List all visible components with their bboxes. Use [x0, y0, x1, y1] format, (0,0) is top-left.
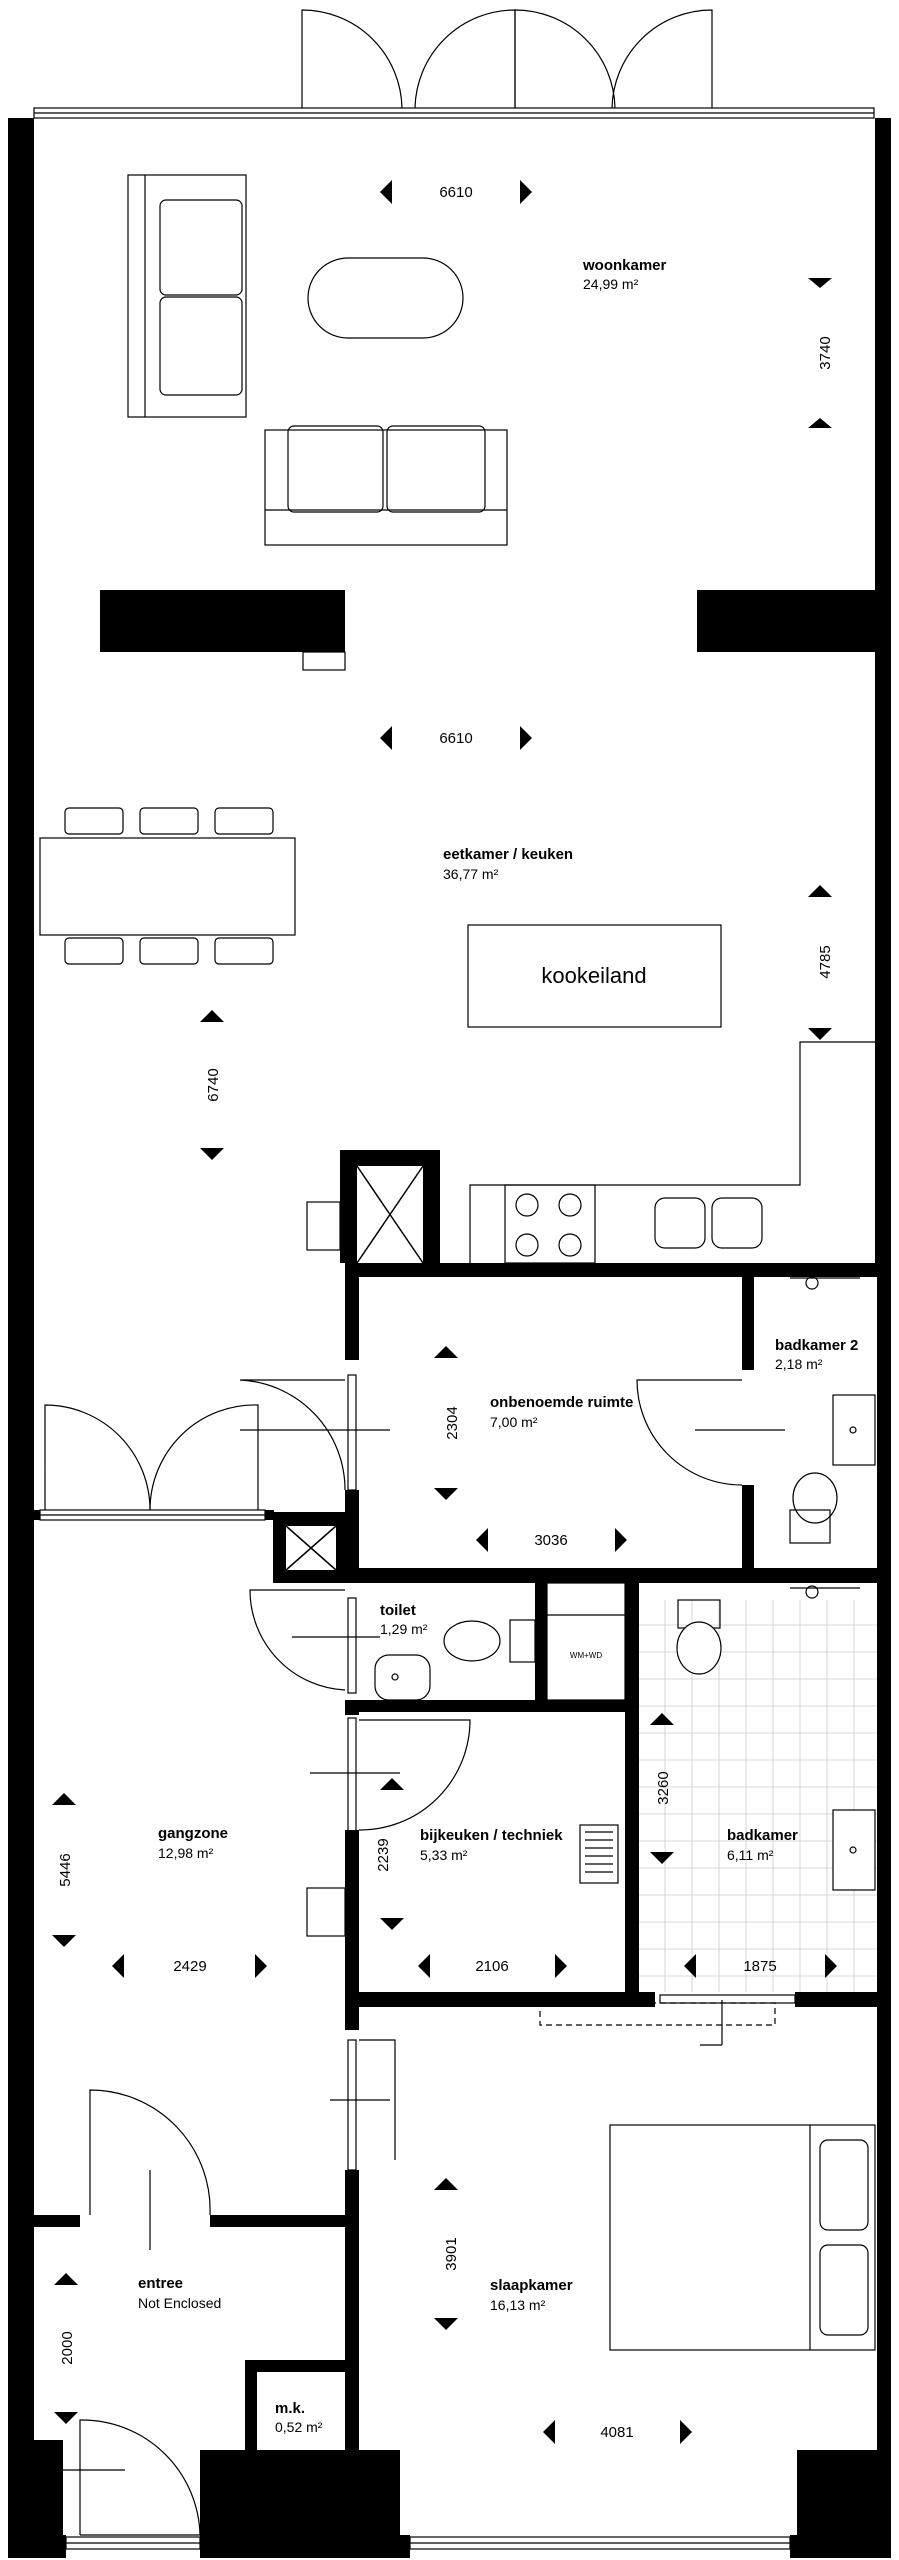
pillar-stub [303, 652, 345, 670]
dim-gang-depth: 5446 [57, 1853, 74, 1887]
label-bijkeuken: bijkeuken / techniek [420, 1827, 563, 1844]
label-slaapkamer: slaapkamer [490, 2277, 573, 2294]
dim-onb-depth: 2304 [444, 1406, 461, 1440]
wall-toilet-bottom [345, 1700, 635, 1712]
dim-onb-width: 3036 [534, 1532, 568, 1549]
toilet-bowl-icon [444, 1620, 535, 1662]
wall-right-lower [877, 1263, 891, 2558]
bad-toilet-icon [677, 1600, 721, 1674]
dim-eet-depth-left: 6740 [205, 1068, 222, 1102]
label-woonkamer: woonkamer [583, 257, 667, 274]
dim-eet-depth-right: 4785 [817, 945, 834, 979]
sofa-left-icon [128, 175, 246, 417]
area-woonkamer: 24,99 m² [583, 276, 639, 292]
dim-woon-width: 6610 [439, 184, 473, 201]
wall-mk-top [245, 2360, 359, 2372]
area-entree: Not Enclosed [138, 2295, 222, 2311]
label-mk: m.k. [275, 2400, 306, 2417]
dim-bijk-depth: 2239 [375, 1838, 392, 1872]
label-kookeiland: kookeiland [541, 962, 647, 988]
bad2-sink-icon [833, 1395, 875, 1465]
openings [40, 1360, 795, 2558]
label-eetkamer: eetkamer / keuken [443, 846, 574, 863]
fridge-icon [307, 1202, 340, 1250]
dining-table-icon [40, 808, 295, 964]
label-wmwd: WM+WD [569, 1651, 603, 1660]
area-bijkeuken: 5,33 m² [420, 1847, 468, 1863]
bad-sink-icon [833, 1810, 875, 1890]
dim-entree-depth: 2000 [59, 2331, 76, 2365]
wall-slaap-top [345, 1992, 877, 2007]
wall-right [875, 118, 891, 1263]
wall-column-bottom-right [797, 2450, 891, 2558]
dimension-arrows [52, 180, 837, 2444]
gang-cabinet-icon [307, 1888, 345, 1936]
dim-slaap-width: 4081 [600, 2424, 634, 2441]
dim-bad-depth: 3260 [655, 1771, 672, 1805]
dim-bijk-width: 2106 [475, 1958, 509, 1975]
bad2-shower-icon [790, 1277, 860, 1289]
wm-wd-box [547, 1583, 625, 1700]
dimension-labels [57, 184, 834, 2441]
dim-slaap-depth: 3901 [443, 2237, 460, 2271]
area-badkamer: 6,11 m² [727, 1847, 774, 1863]
bad2-toilet-icon [790, 1473, 837, 1543]
label-entree: entree [138, 2275, 184, 2292]
toilet-sink-icon [375, 1655, 430, 1700]
wall-column-bottom-mid [200, 2450, 400, 2558]
walls [8, 118, 891, 2558]
label-gangzone: gangzone [158, 1825, 228, 1842]
wall-core-top [345, 1263, 877, 1277]
furniture [40, 175, 877, 2350]
bad-tile-grid [639, 1600, 877, 1992]
area-mk: 0,52 m² [275, 2419, 323, 2435]
label-onbenoemde: onbenoemde ruimte [490, 1394, 634, 1411]
dim-gang-width: 2429 [173, 1958, 207, 1975]
coffee-table-icon [308, 258, 463, 338]
kitchen-counter-icon [470, 1042, 875, 1263]
wall-onb-bottom [345, 1568, 877, 1583]
stove-icon [505, 1185, 595, 1263]
pillar-right [697, 590, 877, 652]
dim-woon-depth: 3740 [817, 336, 834, 370]
wall-bad-left [625, 1583, 639, 2003]
pillar-left [100, 590, 345, 652]
boiler-icon [580, 1825, 618, 1883]
area-gangzone: 12,98 m² [158, 1845, 214, 1861]
label-badkamer2: badkamer 2 [775, 1337, 859, 1354]
dim-eet-width: 6610 [439, 730, 473, 747]
area-slaapkamer: 16,13 m² [490, 2297, 546, 2313]
area-eetkamer: 36,77 m² [443, 866, 499, 882]
wall-column-bottom-left [8, 2440, 63, 2558]
wall-toilet-right [535, 1583, 547, 1708]
area-toilet: 1,29 m² [380, 1621, 428, 1637]
sink-icon [655, 1198, 762, 1248]
sofa-bottom-icon [265, 426, 507, 545]
area-onbenoemde: 7,00 m² [490, 1414, 538, 1430]
area-badkamer2: 2,18 m² [775, 1356, 823, 1372]
wall-left [8, 118, 34, 2558]
dim-bad-width: 1875 [743, 1958, 777, 1975]
label-toilet: toilet [380, 1602, 416, 1619]
bad-shower-icon [790, 1586, 860, 1598]
label-badkamer: badkamer [727, 1827, 798, 1844]
bed-icon [610, 2125, 875, 2350]
